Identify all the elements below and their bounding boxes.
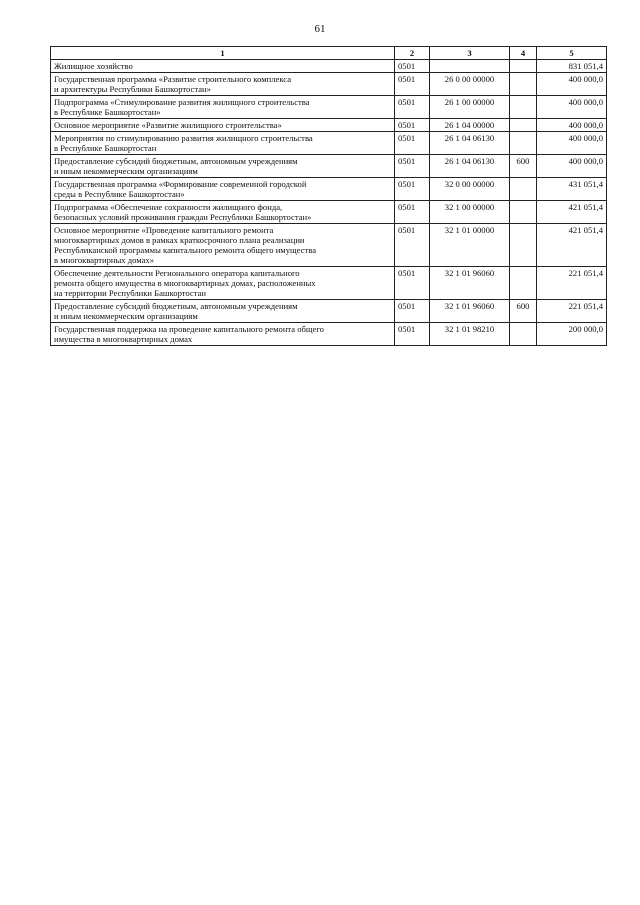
row-target-code: 32 1 01 98210 [430,323,510,346]
row-amount: 421 051,4 [537,201,607,224]
table-row [51,96,607,119]
row-section: 0501 [395,323,430,346]
row-name-line: Подпрограмма «Стимулирование развития жилищного строительства [54,97,310,107]
header-expense-type: 4 [510,47,537,60]
header-target-code: 3 [430,47,510,60]
row-target-code [430,60,510,73]
row-expense-type: 600 [510,300,537,323]
row-amount: 221 051,4 [537,300,607,323]
row-expense-type [510,201,537,224]
table-header-row [51,47,607,60]
row-name-line: Обеспечение деятельности Регионального оператора капитального [54,268,300,278]
row-section: 0501 [395,224,430,267]
row-target-code: 26 1 04 06130 [430,155,510,178]
row-expense-type [510,267,537,300]
row-name-line: Подпрограмма «Обеспечение сохранности жилищного фонда, [54,202,283,212]
table-row [51,60,607,73]
table-row [51,267,607,300]
row-name [51,60,395,73]
row-expense-type [510,224,537,267]
row-name-line: Предоставление субсидий бюджетным, автономным учреждениям [54,156,298,166]
row-name-line: Государственная программа «Развитие строительного комплекса [54,74,292,84]
row-target-code: 32 1 01 00000 [430,224,510,267]
row-name-line: Мероприятия по стимулированию развития жилищного строительства [54,133,313,143]
row-name-line: Предоставление субсидий бюджетным, автономным учреждениям [54,301,298,311]
row-name [51,300,395,323]
row-name-line: ремонта общего имущества в многоквартирных домах, расположенных [54,278,316,288]
row-amount: 831 051,4 [537,60,607,73]
row-name-line: Государственная программа «Формирование современной городской [54,179,307,189]
row-target-code: 32 1 01 96060 [430,300,510,323]
row-target-code: 26 1 04 00000 [430,119,510,132]
row-section: 0501 [395,132,430,155]
table-row [51,323,607,346]
table-row [51,132,607,155]
row-amount: 200 000,0 [537,323,607,346]
row-target-code: 26 0 00 00000 [430,73,510,96]
row-expense-type [510,323,537,346]
row-expense-type [510,73,537,96]
row-section: 0501 [395,178,430,201]
row-section: 0501 [395,201,430,224]
row-expense-type [510,96,537,119]
header-section: 2 [395,47,430,60]
row-name-line: на территории Республики Башкортостан [54,288,206,298]
header-name: 1 [51,47,395,60]
table-row [51,119,607,132]
row-expense-type [510,178,537,201]
row-name-line: многоквартирных домов в рамках краткосрочного плана реализации [54,235,305,245]
row-section: 0501 [395,300,430,323]
row-name [51,132,395,155]
table-row [51,201,607,224]
row-amount: 221 051,4 [537,267,607,300]
page-number: 61 [314,23,326,35]
row-name-line: Основное мероприятие «Развитие жилищного строительства» [54,120,282,130]
table-row [51,300,607,323]
row-section: 0501 [395,60,430,73]
table-row [51,73,607,96]
row-amount: 400 000,0 [537,73,607,96]
row-section: 0501 [395,155,430,178]
row-name-line: в Республике Башкортостан [54,143,157,153]
row-target-code: 26 1 00 00000 [430,96,510,119]
header-amount: 5 [537,47,607,60]
row-name [51,155,395,178]
row-target-code: 32 1 01 96060 [430,267,510,300]
row-section: 0501 [395,73,430,96]
row-amount: 400 000,0 [537,119,607,132]
row-name [51,73,395,96]
row-target-code: 26 1 04 06130 [430,132,510,155]
row-name-line: Основное мероприятие «Проведение капитального ремонта [54,225,274,235]
row-name-line: и архитектуры Республики Башкортостан» [54,84,211,94]
row-name [51,178,395,201]
table-body [51,60,607,346]
row-amount: 431 051,4 [537,178,607,201]
table-row [51,178,607,201]
row-name [51,96,395,119]
row-target-code: 32 0 00 00000 [430,178,510,201]
row-name [51,224,395,267]
row-amount: 400 000,0 [537,155,607,178]
row-section: 0501 [395,267,430,300]
row-expense-type [510,132,537,155]
row-section: 0501 [395,96,430,119]
row-name-line: Республиканской программы капитального ремонта общего имущества [54,245,317,255]
row-amount: 400 000,0 [537,132,607,155]
row-expense-type [510,60,537,73]
table-row [51,155,607,178]
row-name [51,267,395,300]
budget-table [50,46,607,346]
row-name [51,323,395,346]
row-target-code: 32 1 00 00000 [430,201,510,224]
row-name-line: в многоквартирных домах» [54,255,155,265]
row-expense-type: 600 [510,155,537,178]
row-name-line: Жилищное хозяйство [54,61,133,71]
row-name-line: и иным некоммерческим организациям [54,166,198,176]
row-name-line: безопасных условий проживания граждан Республики Башкортостан» [54,212,312,222]
row-amount: 400 000,0 [537,96,607,119]
row-name-line: в Республике Башкортостан» [54,107,161,117]
row-amount: 421 051,4 [537,224,607,267]
row-expense-type [510,119,537,132]
row-name-line: имущества в многоквартирных домах [54,334,193,344]
row-name [51,119,395,132]
table-row [51,224,607,267]
row-section: 0501 [395,119,430,132]
row-name [51,201,395,224]
row-name-line: среды в Республике Башкортостан» [54,189,185,199]
row-name-line: и иным некоммерческим организациям [54,311,198,321]
row-name-line: Государственная поддержка на проведение капитального ремонта общего [54,324,324,334]
